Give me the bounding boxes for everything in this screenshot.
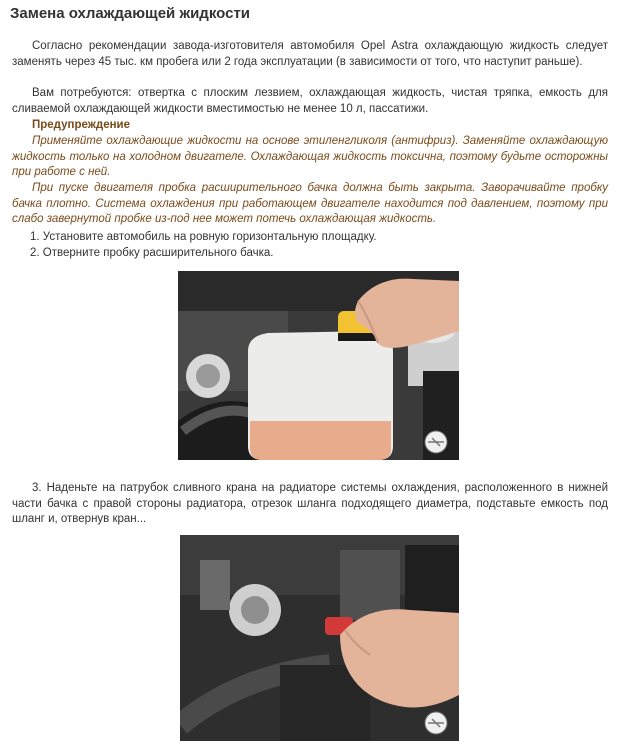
photo-expansion-tank — [178, 271, 459, 460]
warning-text-2: При пуске двигателя пробка расширительного бачка должна быть закрыта. Заворачивайте пробку бачка плотно. Система охлаждения при работающем двигателе находится под давлением, поэтому при слабо завернутой пробке из-под нее может потечь охлаждающая жидкость. — [12, 182, 608, 225]
warning-heading: Предупреждение — [32, 119, 130, 131]
article-title: Замена охлаждающей жидкости — [10, 5, 251, 22]
step-3: 3. Наденьте на патрубок сливного крана на радиаторе системы охлаждения, расположенного в нижней части бачка с правой стороны радиатора, отрезок шланга подходящего диаметра, подставьте емкость под шланг и, отвернув кран... — [12, 482, 608, 525]
coolant-level — [250, 421, 391, 460]
tools-paragraph: Вам потребуются: отвертка с плоским лезвием, охлаждающая жидкость, чистая тряпка, емкость для сливаемой охлаждающей жидкости вместимостью не менее 10 л, пассатижи. — [12, 87, 608, 115]
warning-text-1: Применяйте охлаждающие жидкости на основе этиленгликоля (антифриз). Заменяйте охлаждающую жидкость только на холодном двигателе. Охлаждающая жидкость токсична, поэтому будьте осторожны при работе с ней. — [12, 135, 608, 178]
step-1: 1. Установите автомобиль на ровную горизонтальную площадку. — [30, 231, 377, 243]
step-2: 2. Отверните пробку расширительного бачка. — [30, 247, 274, 259]
photo-drain-cock — [180, 535, 459, 741]
intro-paragraph: Согласно рекомендации завода-изготовителя автомобиля Opel Astra охлаждающую жидкость следует заменять через 45 тыс. км пробега или 2 года эксплуатации (в зависимости от того, что наступит раньше). — [12, 40, 608, 68]
